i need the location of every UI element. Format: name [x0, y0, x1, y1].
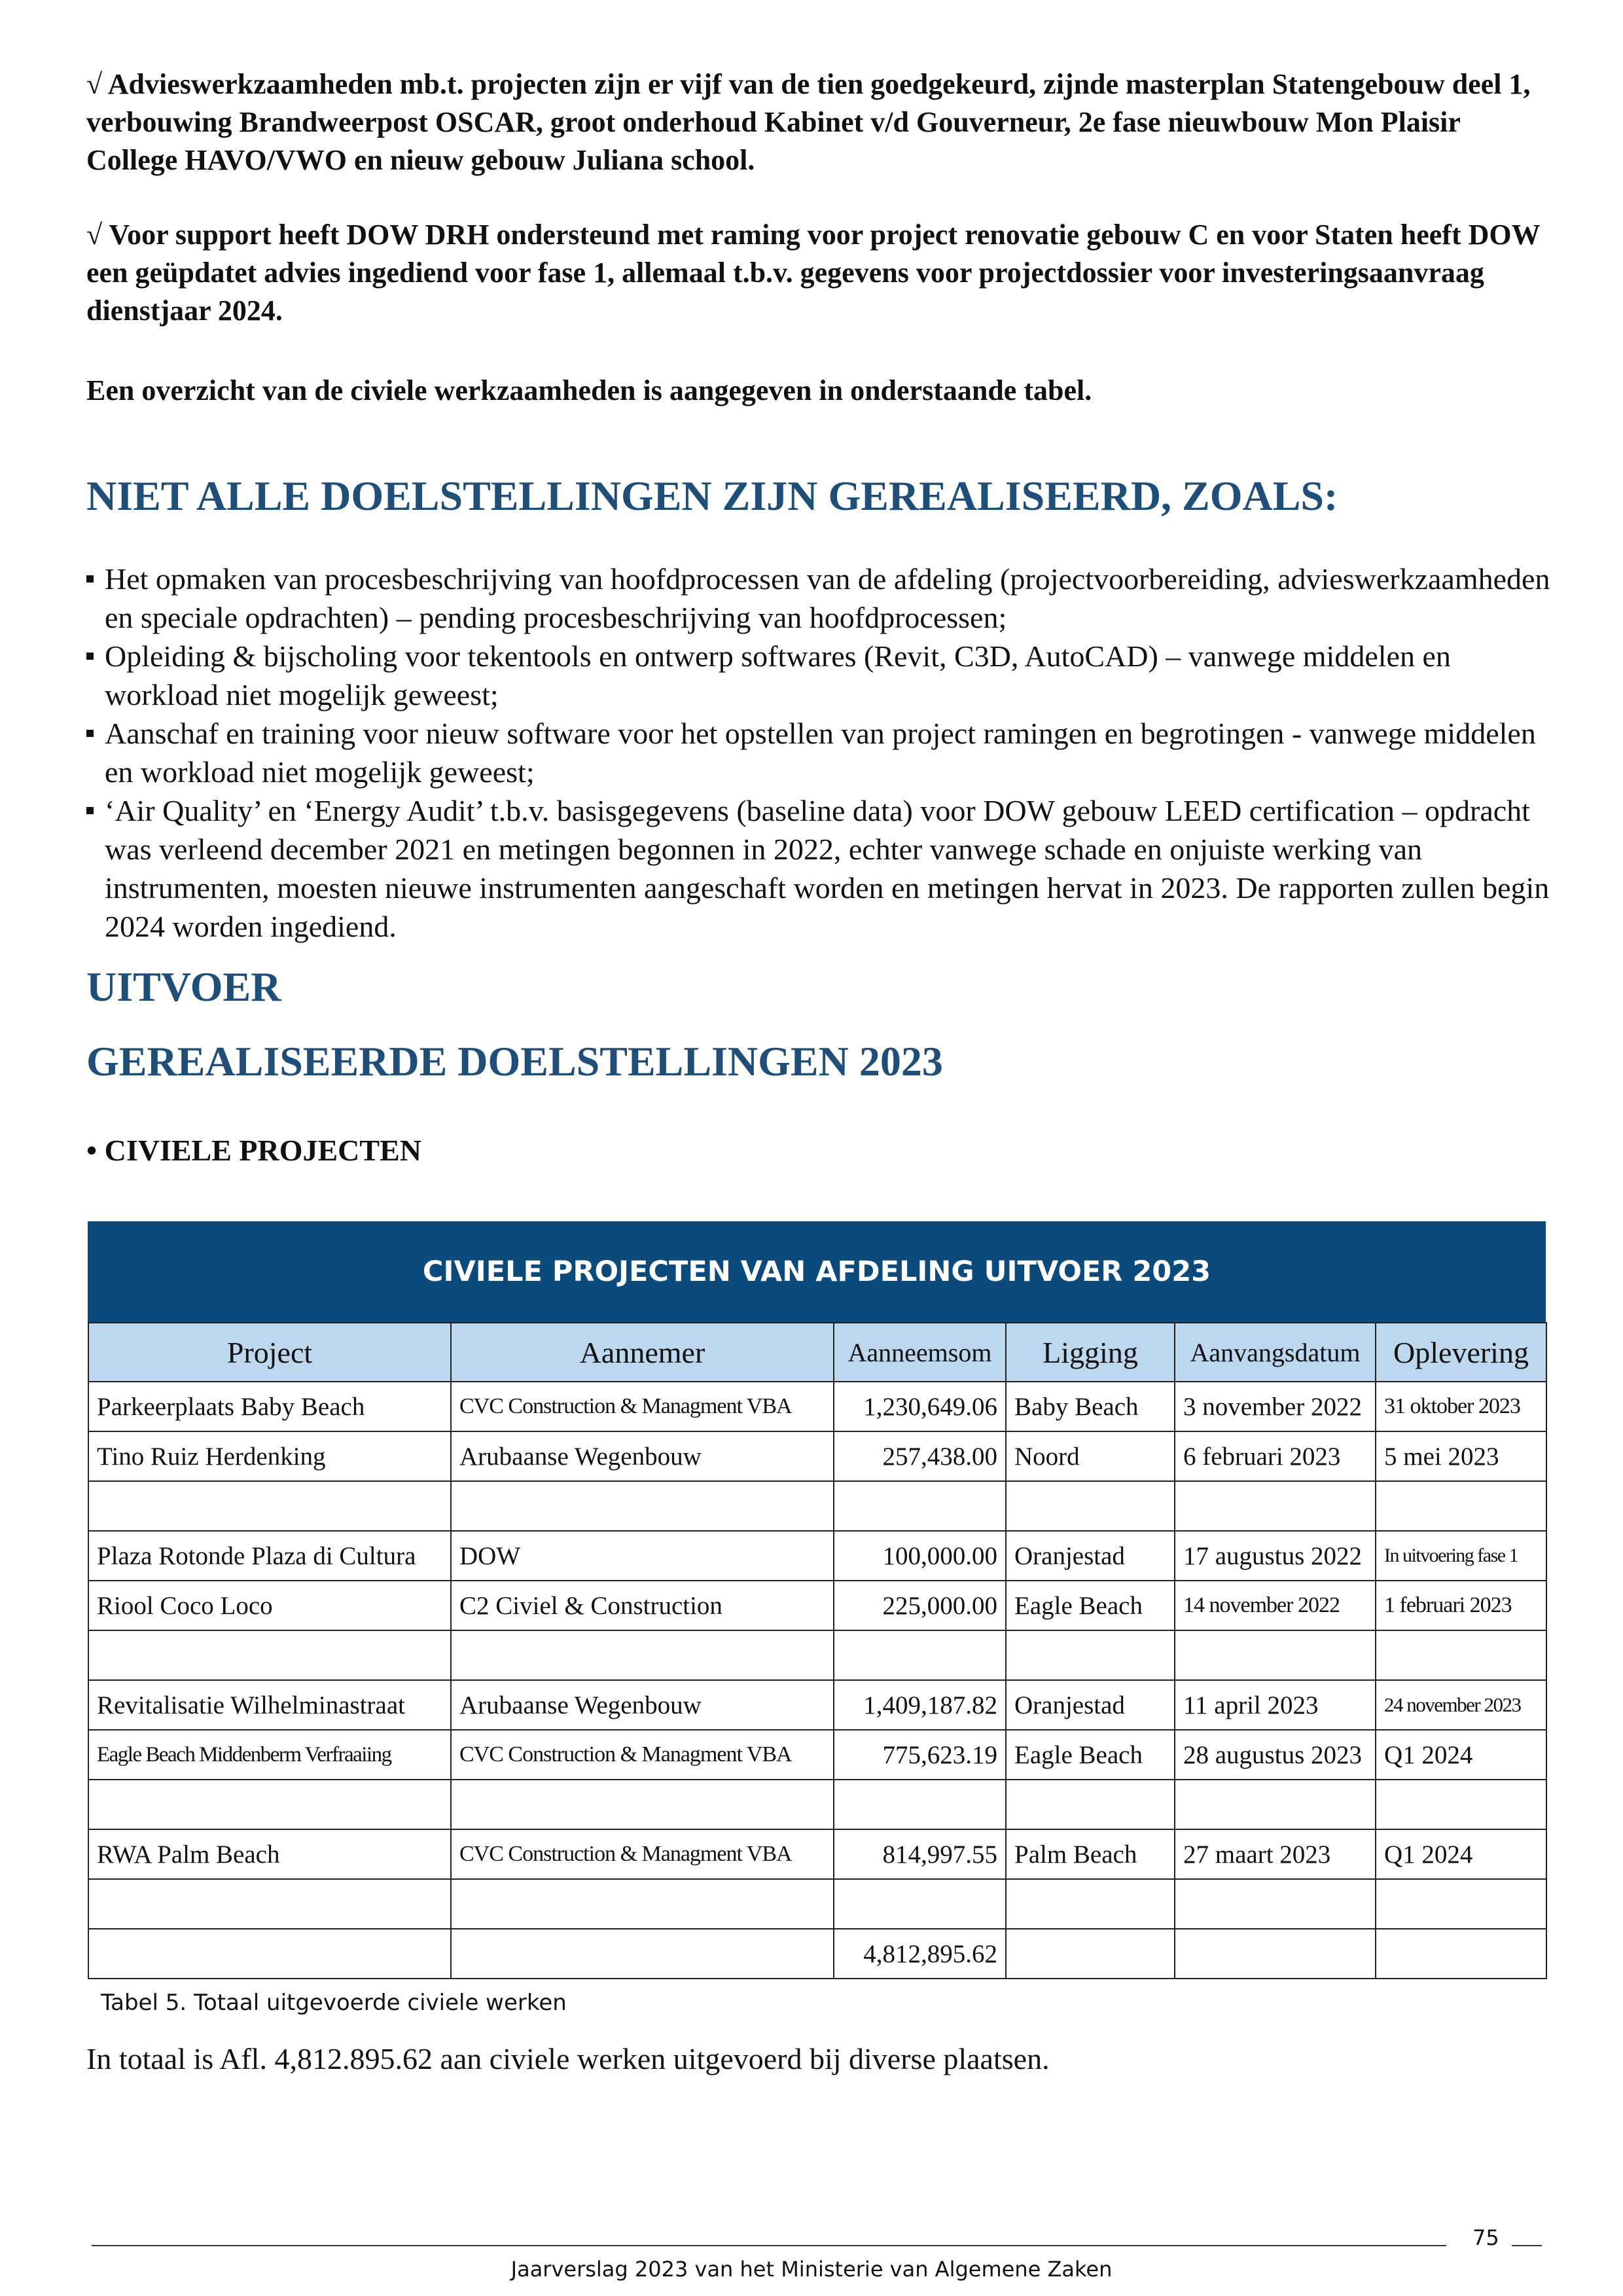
- cell-aanneemsom: 100,000.00: [834, 1531, 1006, 1581]
- cell-aanvangsdatum: [1175, 1481, 1376, 1531]
- table-row: [88, 1382, 1546, 1431]
- table-title: CIVIELE PROJECTEN VAN AFDELING UITVOER 2023: [88, 1221, 1546, 1322]
- list-item: Het opmaken van procesbeschrijving van hoofdprocessen van de afdeling (projectvoorbereiding, advieswerkzaamheden en speciale opdrachten) – pending procesbeschrijving van hoofdprocessen;: [86, 560, 1559, 637]
- cell-project: [88, 1780, 451, 1829]
- table-header-row: [88, 1323, 1546, 1382]
- cell-aannemer: DOW: [451, 1531, 834, 1581]
- cell-aannemer: [451, 1630, 834, 1680]
- total-amount: 4,812,895.62: [834, 1929, 1006, 1979]
- cell-oplevering: In uitvoering fase 1: [1376, 1531, 1546, 1581]
- heading-uitvoer: UITVOER: [86, 963, 281, 1010]
- cell-empty: [1006, 1929, 1175, 1979]
- summary-text: In totaal is Afl. 4,812.895.62 aan civiele werken uitgevoerd bij diverse plaatsen.: [86, 2042, 1050, 2075]
- cell-ligging: [1006, 1630, 1175, 1680]
- table-row-empty: [88, 1879, 1546, 1929]
- column-header-aannemer: Aannemer: [451, 1323, 834, 1382]
- cell-aanneemsom: [834, 1879, 1006, 1929]
- cell-oplevering: 31 oktober 2023: [1376, 1382, 1546, 1431]
- heading-not-realized: NIET ALLE DOELSTELLINGEN ZIJN GEREALISEERD, ZOALS:: [86, 473, 1338, 519]
- cell-aanneemsom: 1,409,187.82: [834, 1680, 1006, 1730]
- cell-ligging: Eagle Beach: [1006, 1730, 1175, 1780]
- cell-aannemer: [451, 1481, 834, 1531]
- table-row: [88, 1581, 1546, 1630]
- cell-empty: [88, 1929, 451, 1979]
- cell-aannemer: C2 Civiel & Construction: [451, 1581, 834, 1630]
- cell-aannemer: CVC Construction & Managment VBA: [451, 1730, 834, 1780]
- cell-aanneemsom: 1,230,649.06: [834, 1382, 1006, 1431]
- projects-table-grid: [88, 1322, 1547, 1979]
- cell-project: Plaza Rotonde Plaza di Cultura: [88, 1531, 451, 1581]
- cell-aannemer: [451, 1879, 834, 1929]
- cell-oplevering: 24 november 2023: [1376, 1680, 1546, 1730]
- cell-aannemer: Arubaanse Wegenbouw: [451, 1680, 834, 1730]
- cell-aanneemsom: [834, 1481, 1006, 1531]
- cell-aanvangsdatum: 11 april 2023: [1175, 1680, 1376, 1730]
- table-row-empty: [88, 1780, 1546, 1829]
- column-header-oplevering: Oplevering: [1376, 1323, 1546, 1382]
- cell-aannemer: Arubaanse Wegenbouw: [451, 1431, 834, 1481]
- heading-realized: GEREALISEERDE DOELSTELLINGEN 2023: [86, 1038, 943, 1085]
- table-row: [88, 1730, 1546, 1780]
- not-realized-list: [86, 560, 1559, 946]
- cell-aanneemsom: 814,997.55: [834, 1829, 1006, 1879]
- page-number: 75: [1472, 2225, 1499, 2250]
- cell-project: Revitalisatie Wilhelminastraat: [88, 1680, 451, 1730]
- cell-project: [88, 1879, 451, 1929]
- list-item: ‘Air Quality’ en ‘Energy Audit’ t.b.v. basisgegevens (baseline data) voor DOW gebouw LEED certification – opdracht was verleend december 2021 en metingen begonnen in 2022, echter vanwege schade en onjuiste werking van instrumenten, moesten nieuwe instrumenten aangeschaft worden en metingen hervat in 2023. De rapporten zullen begin 2024 worden ingediend.: [86, 791, 1559, 946]
- cell-aanvangsdatum: [1175, 1780, 1376, 1829]
- cell-aanneemsom: 257,438.00: [834, 1431, 1006, 1481]
- cell-aanneemsom: 225,000.00: [834, 1581, 1006, 1630]
- cell-oplevering: [1376, 1879, 1546, 1929]
- table-total-row: [88, 1929, 1546, 1979]
- cell-aannemer: CVC Construction & Managment VBA: [451, 1829, 834, 1879]
- table-row: [88, 1829, 1546, 1879]
- cell-oplevering: [1376, 1481, 1546, 1531]
- footer-divider: [92, 2245, 1446, 2246]
- cell-project: Riool Coco Loco: [88, 1581, 451, 1630]
- cell-project: [88, 1630, 451, 1680]
- cell-ligging: Oranjestad: [1006, 1680, 1175, 1730]
- table-row: [88, 1680, 1546, 1730]
- cell-ligging: [1006, 1780, 1175, 1829]
- cell-oplevering: Q1 2024: [1376, 1730, 1546, 1780]
- footer-text: Jaarverslag 2023 van het Ministerie van Algemene Zaken: [510, 2257, 1113, 2282]
- cell-aannemer: CVC Construction & Managment VBA: [451, 1382, 834, 1431]
- cell-oplevering: 1 februari 2023: [1376, 1581, 1546, 1630]
- list-item: Opleiding & bijscholing voor tekentools en ontwerp softwares (Revit, C3D, AutoCAD) – vanwege middelen en workload niet mogelijk geweest;: [86, 637, 1559, 714]
- cell-project: Eagle Beach Middenberm Verfraaiing: [88, 1730, 451, 1780]
- cell-empty: [1376, 1929, 1546, 1979]
- civil-projects-table: [88, 1221, 1546, 1979]
- cell-ligging: [1006, 1879, 1175, 1929]
- cell-aanneemsom: 775,623.19: [834, 1730, 1006, 1780]
- cell-oplevering: [1376, 1630, 1546, 1680]
- page-number-dash: [1512, 2245, 1542, 2246]
- subheading-civiele-projecten: • CIVIELE PROJECTEN: [86, 1134, 421, 1167]
- cell-aanvangsdatum: [1175, 1879, 1376, 1929]
- cell-ligging: Eagle Beach: [1006, 1581, 1175, 1630]
- cell-ligging: [1006, 1481, 1175, 1531]
- cell-project: [88, 1481, 451, 1531]
- cell-oplevering: 5 mei 2023: [1376, 1431, 1546, 1481]
- cell-project: RWA Palm Beach: [88, 1829, 451, 1879]
- table-row-empty: [88, 1630, 1546, 1680]
- column-header-aanvangsdatum: Aanvangsdatum: [1175, 1323, 1376, 1382]
- cell-aanvangsdatum: [1175, 1630, 1376, 1680]
- cell-project: Tino Ruiz Herdenking: [88, 1431, 451, 1481]
- column-header-ligging: Ligging: [1006, 1323, 1175, 1382]
- cell-oplevering: Q1 2024: [1376, 1829, 1546, 1879]
- cell-ligging: Baby Beach: [1006, 1382, 1175, 1431]
- paragraph-overzicht: Een overzicht van de civiele werkzaamheden is aangegeven in onderstaande tabel.: [86, 374, 1092, 406]
- cell-aanvangsdatum: 3 november 2022: [1175, 1382, 1376, 1431]
- paragraph-advieswerk: √ Advieswerkzaamheden mb.t. projecten zijn er vijf van de tien goedgekeurd, zijnde masterplan Statengebouw deel 1, verbouwing Brandweerpost OSCAR, groot onderhoud Kabinet v/d Gouverneur, 2e fase nieuwbouw Mon Plaisir College HAVO/VWO en nieuw gebouw Juliana school.: [86, 68, 1531, 176]
- table-caption: Tabel 5. Totaal uitgevoerde civiele werken: [101, 1990, 567, 2016]
- column-header-project: Project: [88, 1323, 451, 1382]
- cell-aanvangsdatum: 6 februari 2023: [1175, 1431, 1376, 1481]
- cell-aanvangsdatum: 14 november 2022: [1175, 1581, 1376, 1630]
- cell-aanneemsom: [834, 1780, 1006, 1829]
- cell-ligging: Noord: [1006, 1431, 1175, 1481]
- cell-project: Parkeerplaats Baby Beach: [88, 1382, 451, 1431]
- table-row: [88, 1531, 1546, 1581]
- list-item: Aanschaf en training voor nieuw software voor het opstellen van project ramingen en begrotingen - vanwege middelen en workload niet mogelijk geweest;: [86, 714, 1559, 791]
- column-header-aanneemsom: Aanneemsom: [834, 1323, 1006, 1382]
- table-row-empty: [88, 1481, 1546, 1531]
- cell-aanneemsom: [834, 1630, 1006, 1680]
- cell-aanvangsdatum: 17 augustus 2022: [1175, 1531, 1376, 1581]
- cell-aanvangsdatum: 27 maart 2023: [1175, 1829, 1376, 1879]
- cell-ligging: Palm Beach: [1006, 1829, 1175, 1879]
- cell-aanvangsdatum: 28 augustus 2023: [1175, 1730, 1376, 1780]
- cell-empty: [1175, 1929, 1376, 1979]
- cell-empty: [451, 1929, 834, 1979]
- cell-aannemer: [451, 1780, 834, 1829]
- table-row: [88, 1431, 1546, 1481]
- paragraph-support: √ Voor support heeft DOW DRH ondersteund met raming voor project renovatie gebouw C en voor Staten heeft DOW een geüpdatet advies ingediend voor fase 1, allemaal t.b.v. gegevens voor projectdossier voor investeringsaanvraag dienstjaar 2024.: [86, 219, 1540, 327]
- cell-ligging: Oranjestad: [1006, 1531, 1175, 1581]
- cell-oplevering: [1376, 1780, 1546, 1829]
